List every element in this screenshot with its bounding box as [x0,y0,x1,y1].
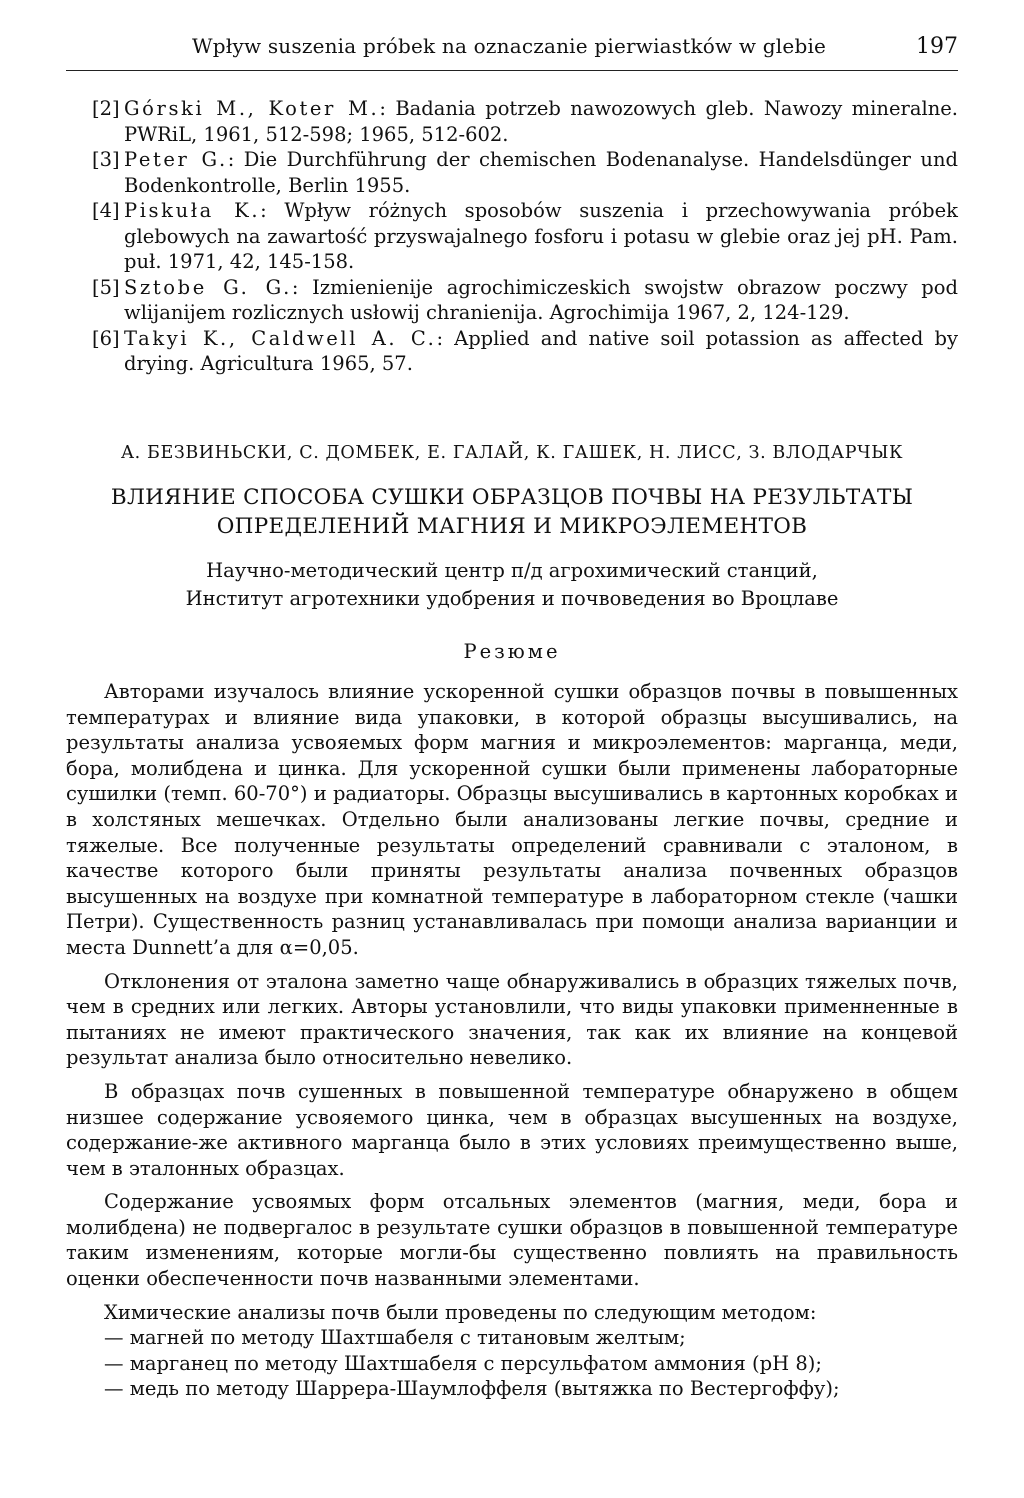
article-title [66,483,958,541]
reference-number: [3] [92,148,120,171]
reference-number: [4] [92,199,120,222]
page-header [66,30,958,71]
reference-number: [6] [92,326,120,350]
method-item: — медь по методу Шаррера-Шаумлоффеля (вытяжка по Вестергоффу); [104,1377,840,1401]
affiliation-line: Научно-методический центр п/д агрохимический станций, [206,559,818,582]
reference-item [92,275,958,326]
page-number: 197 [916,34,958,59]
reference-author: Takyi K., Caldwell A. C. [124,326,437,350]
body-paragraph: В образцах почв сушенных в повышенной температуре обнаружено в общем низшее содержание усвояемого цинка, чем в образцах высушенных на воздухе, содержание-же активного марганца было в этих условиях преимущественно выше, чем в эталонных образцах. [66,1079,958,1180]
reference-author: Sztobe G. G. [124,275,292,299]
reference-number: [5] [92,275,120,299]
resume-heading: Резюме [463,640,561,663]
running-title: Wpływ suszenia próbek na oznaczanie pierwiastków w glebie [192,34,827,58]
reference-author: Górski M., Koter M. [124,97,380,120]
reference-item [92,147,958,198]
reference-list [92,96,958,377]
reference-text: : Applied and native soil potassion as affected by drying. Agricultura 1965, 57. [124,326,958,375]
affiliation-line: Институт агротехники удобрения и почвоведения во Вроцлаве [185,587,839,610]
body-paragraph: Отклонения от эталона заметно чаще обнаруживались в образцих тяжелых почв, чем в средних или легких. Авторы установлили, что виды упаковки применненные в пытаниях не имеют практического значения, так как их влияние на концевой результат анализа было относительно невелико. [66,969,958,1070]
methods-list [66,1325,958,1402]
resume-body [66,679,958,1402]
article-authors: А. БЕЗВИНЬСКИ, С. ДОМБЕК, Е. ГАЛАЙ, К. ГАШЕК, Н. ЛИСС, З. ВЛОДАРЧЫК [120,443,904,463]
article-title-line: ОПРЕДЕЛЕНИЙ МАГНИЯ И МИКРОЭЛЕМЕНТОВ [216,514,808,539]
body-paragraph: Содержание усвоямых форм отсальных элементов (магния, меди, бора и молибдена) не подвергалос в результате сушки образцов в повышенной температуре таким изменениям, которые могли-бы существенно повлиять на правильность оценки обеспеченности почв названными элементами. [66,1190,958,1291]
reference-number: [2] [92,97,120,120]
reference-item [92,326,958,377]
reference-text: : Die Durchführung der chemischen Bodenanalyse. Handelsdünger und Bodenkontrolle, Berlin 1955. [124,148,959,197]
reference-text: : Izmienienije agrochimiczeskich swojstw obrazow poczwy pod wlijanijem rozlicznych usłowij chranienija. Agrochimija 1967, 2, 124-129. [124,275,958,324]
affiliation [66,557,958,613]
methods-intro: Химические анализы почв были проведены по следующим методом: [104,1300,817,1324]
article-title-line: ВЛИЯНИЕ СПОСОБА СУШКИ ОБРАЗЦОВ ПОЧВЫ НА РЕЗУЛЬТАТЫ [110,485,914,510]
reference-author: Piskuła K. [124,199,261,222]
body-paragraph: Авторами изучалось влияние ускоренной сушки образцов почвы в повышенных температурах и влияние вида упаковки, в которой образцы высушивались, на результаты анализа усвояемых форм магния и микроэлементов: марганца, меди, бора, молибдена и цинка. Для ускоренной сушки были применены лабораторные сушилки (темп. 60-70°) и радиаторы. Образцы высушивались в картонных коробках и в холстяных мешечках. Отдельно были анализованы легкие почвы, средние и тяжелые. Все полученные результаты определений сравнивали с эталоном, в качестве которого были приняты результаты анализа почвенных образцов высушенных на воздухе при комнатной температуре в лабораторном стекле (чашки Петри). Существенность разниц устанавливалась при помощи анализа варианции и места Dunnett’a для α=0,05. [66,680,958,959]
reference-item [92,96,958,147]
reference-text: : Wpływ różnych sposobów suszenia i przechowywania próbek glebowych na zawartość przyswajalnego fosforu i potasu w glebie oraz jej pH. Pam. puł. 1971, 42, 145-158. [124,199,958,273]
reference-item [92,198,958,275]
method-item: — марганец по методу Шахтшабеля с персульфатом аммония (pH 8); [104,1351,822,1375]
method-item: — магней по методу Шахтшабеля с титановым желтым; [104,1326,686,1350]
reference-author: Peter G. [124,148,228,171]
reference-text: : Badania potrzeb nawozowych gleb. Nawozy mineralne. PWRiL, 1961, 512-598; 1965, 512-602. [124,97,958,146]
